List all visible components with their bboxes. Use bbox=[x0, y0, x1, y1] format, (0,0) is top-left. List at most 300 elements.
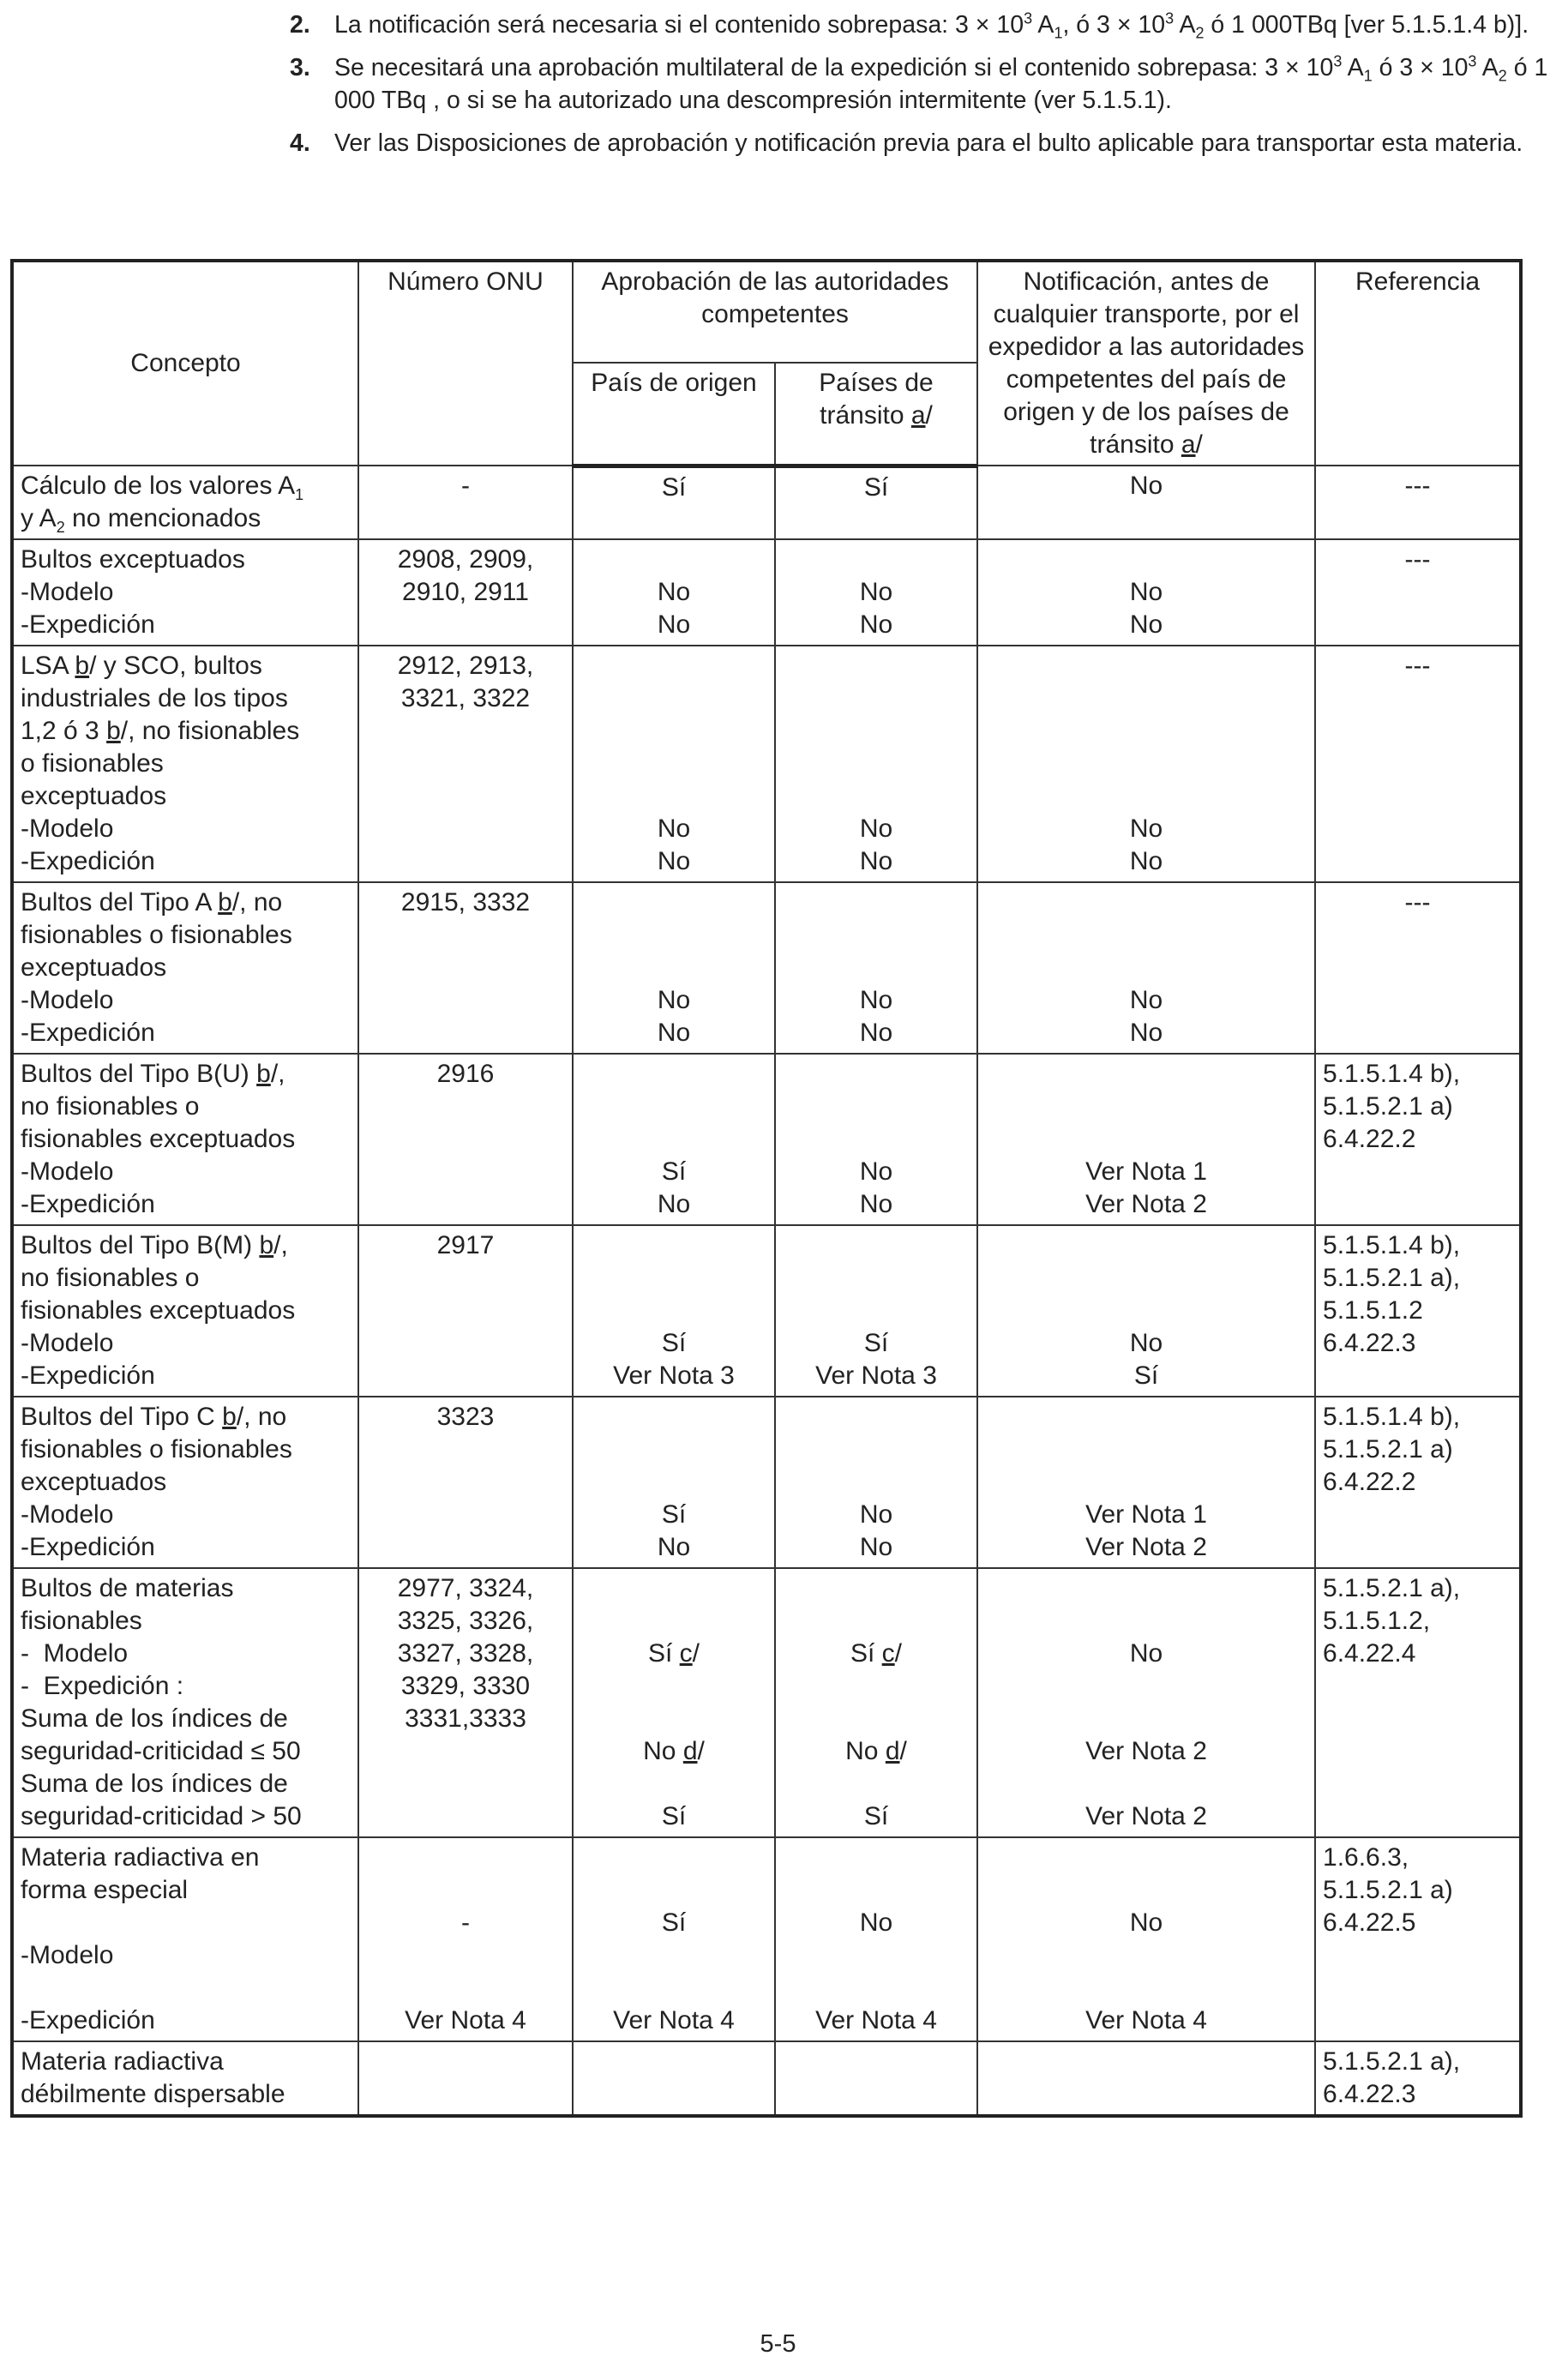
cell-paises-transito-line bbox=[783, 2046, 970, 2078]
cell-paises-transito-line bbox=[783, 1874, 970, 1907]
cell-paises-transito bbox=[775, 1568, 977, 1837]
cell-paises-transito-line bbox=[783, 1401, 970, 1433]
cell-notificacion-line bbox=[985, 1123, 1307, 1156]
cell-notificacion-line bbox=[985, 715, 1307, 748]
cell-numero-onu-line: 2908, 2909, bbox=[397, 545, 534, 574]
cell-notificacion bbox=[977, 646, 1315, 882]
cell-referencia-line: --- bbox=[1404, 545, 1431, 574]
cell-paises-transito-line bbox=[783, 1466, 970, 1499]
cell-concepto-line: -Expedición bbox=[21, 1190, 155, 1218]
cell-concepto bbox=[12, 1568, 358, 1837]
cell-paises-transito-line bbox=[783, 1842, 970, 1874]
cell-concepto-line: -Expedición bbox=[21, 610, 155, 639]
cell-notificacion-line: Ver Nota 2 bbox=[1085, 1737, 1207, 1765]
cell-concepto-line: LSA b/ y SCO, bultos bbox=[21, 652, 262, 680]
cell-notificacion bbox=[977, 882, 1315, 1054]
cell-concepto-line: fisionables o fisionables bbox=[21, 1435, 292, 1463]
cell-notificacion-line bbox=[985, 1874, 1307, 1907]
cell-pais-origen-line: No bbox=[657, 847, 691, 875]
cell-pais-origen-line: Sí bbox=[661, 472, 687, 502]
cell-referencia-line: 6.4.22.4 bbox=[1323, 1639, 1416, 1668]
cell-concepto-line: y $A_2$ no mencionados bbox=[21, 504, 261, 536]
cell-referencia-line: 5.1.5.2.1 a) bbox=[1323, 1435, 1453, 1463]
cell-notificacion-line bbox=[985, 1768, 1307, 1800]
cell-paises-transito-line bbox=[783, 1703, 970, 1735]
cell-concepto-line: -Modelo bbox=[21, 578, 114, 606]
cell-numero-onu bbox=[358, 1054, 573, 1225]
cell-numero-onu bbox=[358, 1225, 573, 1397]
cell-referencia-line: 1.6.6.3, bbox=[1323, 1843, 1409, 1872]
cell-numero-onu bbox=[358, 539, 573, 646]
cell-referencia bbox=[1315, 539, 1521, 646]
cell-notificacion-line: No bbox=[1129, 1639, 1163, 1668]
cell-notificacion-line bbox=[985, 544, 1307, 576]
cell-pais-origen-line: Ver Nota 4 bbox=[613, 2006, 735, 2034]
cell-numero-onu-line: 2916 bbox=[436, 1060, 495, 1088]
note-text: Ver las Disposiciones de aprobación y notificación previa para el bulto aplicable para transportar esta materia. bbox=[334, 129, 1523, 157]
cell-pais-origen-line: Sí bbox=[661, 1157, 687, 1186]
cell-notificacion-line bbox=[985, 919, 1307, 952]
cell-concepto-line: -Modelo bbox=[21, 1500, 114, 1529]
cell-notificacion-line: No bbox=[1129, 578, 1163, 606]
cell-notificacion-line bbox=[985, 1972, 1307, 2004]
cell-paises-transito-line: No bbox=[859, 1533, 893, 1561]
cell-pais-origen bbox=[573, 2041, 775, 2116]
cell-notificacion-line: Ver Nota 4 bbox=[1085, 2006, 1207, 2034]
cell-concepto-line: débilmente dispersable bbox=[21, 2080, 285, 2108]
cell-pais-origen-line bbox=[580, 544, 767, 576]
cell-pais-origen-line: No bbox=[657, 814, 691, 843]
cell-concepto-line: fisionables exceptuados bbox=[21, 1296, 296, 1325]
cell-notificacion bbox=[977, 466, 1315, 539]
cell-pais-origen-line bbox=[580, 1433, 767, 1466]
table-row bbox=[12, 646, 1521, 882]
cell-concepto-line: Bultos del Tipo A b/, no bbox=[21, 888, 283, 917]
cell-pais-origen-line bbox=[580, 780, 767, 813]
cell-referencia-line: 5.1.5.1.4 b), bbox=[1323, 1060, 1461, 1088]
cell-notificacion-line: Ver Nota 1 bbox=[1085, 1157, 1207, 1186]
cell-referencia-line: 5.1.5.2.1 a), bbox=[1323, 1264, 1461, 1292]
cell-pais-origen-line: Sí c/ bbox=[647, 1639, 700, 1668]
cell-pais-origen-line bbox=[580, 1058, 767, 1091]
cell-paises-transito-line bbox=[783, 952, 970, 984]
cell-concepto-line: seguridad-criticidad > 50 bbox=[21, 1802, 302, 1830]
cell-pais-origen-line bbox=[580, 1295, 767, 1327]
cell-notificacion-line bbox=[985, 1262, 1307, 1295]
cell-referencia-line: 5.1.5.2.1 a), bbox=[1323, 2047, 1461, 2076]
cell-referencia-line: 6.4.22.3 bbox=[1323, 1329, 1416, 1357]
cell-concepto-line: - Modelo bbox=[21, 1639, 129, 1668]
cell-referencia bbox=[1315, 882, 1521, 1054]
cell-pais-origen-line: No bbox=[657, 610, 691, 639]
note-number: 4. bbox=[290, 129, 310, 157]
cell-notificacion-line: No bbox=[1129, 610, 1163, 639]
cell-pais-origen-line bbox=[580, 919, 767, 952]
cell-referencia-line: 6.4.22.2 bbox=[1323, 1125, 1416, 1153]
table-row bbox=[12, 1054, 1521, 1225]
notes-section bbox=[290, 9, 1550, 170]
cell-paises-transito bbox=[775, 1054, 977, 1225]
cell-paises-transito-line bbox=[783, 682, 970, 715]
cell-notificacion-line bbox=[985, 2046, 1307, 2078]
cell-pais-origen-line bbox=[580, 1768, 767, 1800]
cell-pais-origen-line: Ver Nota 3 bbox=[613, 1361, 735, 1390]
cell-concepto-line: -Expedición bbox=[21, 1533, 155, 1561]
cell-concepto bbox=[12, 1054, 358, 1225]
cell-paises-transito-line bbox=[783, 748, 970, 780]
cell-notificacion-line bbox=[985, 1670, 1307, 1703]
cell-concepto-line: -Modelo bbox=[21, 1329, 114, 1357]
cell-referencia-line: 5.1.5.1.2, bbox=[1323, 1607, 1431, 1635]
note-item bbox=[290, 9, 1550, 41]
cell-numero-onu-line: - bbox=[461, 1908, 470, 1937]
cell-numero-onu-line bbox=[366, 2046, 565, 2078]
cell-notificacion bbox=[977, 1837, 1315, 2041]
cell-concepto-line: 1,2 ó 3 b/, no fisionables bbox=[21, 717, 300, 745]
cell-pais-origen-line bbox=[580, 1703, 767, 1735]
note-item bbox=[290, 127, 1550, 159]
cell-notificacion-line bbox=[985, 1433, 1307, 1466]
cell-pais-origen bbox=[573, 882, 775, 1054]
cell-pais-origen-line bbox=[580, 1262, 767, 1295]
cell-paises-transito-line bbox=[783, 544, 970, 576]
cell-paises-transito-line bbox=[783, 1572, 970, 1605]
cell-concepto bbox=[12, 1837, 358, 2041]
cell-paises-transito-line: No d/ bbox=[845, 1737, 907, 1765]
cell-notificacion-line: Sí bbox=[1133, 1361, 1159, 1390]
cell-notificacion-line bbox=[985, 886, 1307, 919]
cell-numero-onu-line: 2915, 3332 bbox=[400, 888, 531, 917]
cell-paises-transito-line bbox=[783, 1605, 970, 1638]
cell-notificacion-line: No bbox=[1129, 847, 1163, 875]
cell-numero-onu bbox=[358, 646, 573, 882]
cell-notificacion-line: No bbox=[1129, 986, 1163, 1014]
cell-referencia bbox=[1315, 1054, 1521, 1225]
cell-referencia-line: 5.1.5.2.1 a) bbox=[1323, 1876, 1453, 1904]
cell-referencia bbox=[1315, 1568, 1521, 1837]
cell-paises-transito-line bbox=[783, 715, 970, 748]
cell-numero-onu-line: 2910, 2911 bbox=[402, 578, 529, 606]
cell-pais-origen bbox=[573, 1568, 775, 1837]
cell-notificacion-line: Ver Nota 2 bbox=[1085, 1190, 1207, 1218]
cell-paises-transito bbox=[775, 466, 977, 539]
cell-numero-onu-line: 3321, 3322 bbox=[400, 684, 531, 712]
cell-concepto bbox=[12, 539, 358, 646]
cell-paises-transito-line bbox=[783, 650, 970, 682]
cell-paises-transito-line: No bbox=[859, 847, 893, 875]
cell-concepto-line: - Expedición : bbox=[21, 1672, 184, 1700]
cell-paises-transito-line bbox=[783, 780, 970, 813]
cell-concepto-line bbox=[21, 1972, 351, 2004]
cell-numero-onu-line: 3331,3333 bbox=[405, 1704, 526, 1733]
cell-paises-transito-line: No bbox=[859, 578, 893, 606]
cell-pais-origen-line bbox=[580, 952, 767, 984]
cell-concepto-line: Bultos del Tipo B(M) b/, bbox=[21, 1231, 288, 1259]
cell-concepto-line: -Modelo bbox=[21, 1941, 114, 1969]
cell-pais-origen-line: No bbox=[657, 986, 691, 1014]
cell-paises-transito bbox=[775, 1837, 977, 2041]
cell-pais-origen-line bbox=[580, 1939, 767, 1972]
cell-notificacion-line: No bbox=[1129, 814, 1163, 843]
cell-pais-origen-line bbox=[580, 715, 767, 748]
cell-notificacion-line bbox=[985, 1466, 1307, 1499]
cell-numero-onu-line: 2912, 2913, bbox=[397, 652, 534, 680]
cell-pais-origen-line bbox=[580, 1670, 767, 1703]
cell-concepto-line: -Expedición bbox=[21, 1019, 155, 1047]
cell-concepto bbox=[12, 2041, 358, 2116]
cell-concepto-line: no fisionables o bbox=[21, 1264, 200, 1292]
cell-pais-origen bbox=[573, 1837, 775, 2041]
cell-paises-transito-line: No bbox=[859, 1019, 893, 1047]
cell-numero-onu-line: - bbox=[461, 472, 470, 500]
cell-concepto-line: Bultos del Tipo B(U) b/, bbox=[21, 1060, 285, 1088]
cell-pais-origen-line: Sí bbox=[661, 1802, 687, 1830]
cell-notificacion-line bbox=[985, 780, 1307, 813]
cell-paises-transito bbox=[775, 539, 977, 646]
cell-pais-origen-line bbox=[580, 682, 767, 715]
table-row bbox=[12, 1568, 1521, 1837]
cell-numero-onu-line: 2917 bbox=[436, 1231, 495, 1259]
cell-referencia bbox=[1315, 1837, 1521, 2041]
cell-pais-origen bbox=[573, 646, 775, 882]
cell-paises-transito-line bbox=[783, 1091, 970, 1123]
cell-referencia-line: 5.1.5.1.4 b), bbox=[1323, 1231, 1461, 1259]
table-row bbox=[12, 539, 1521, 646]
cell-notificacion-line bbox=[985, 1939, 1307, 1972]
cell-pais-origen-line bbox=[580, 1972, 767, 2004]
cell-notificacion-line: No bbox=[1129, 1019, 1163, 1047]
cell-notificacion-line bbox=[985, 952, 1307, 984]
cell-pais-origen-line bbox=[580, 1842, 767, 1874]
cell-pais-origen-line bbox=[580, 1401, 767, 1433]
cell-concepto-line: no fisionables o bbox=[21, 1092, 200, 1121]
cell-concepto-line: exceptuados bbox=[21, 1468, 167, 1496]
cell-paises-transito-line bbox=[783, 1939, 970, 1972]
page-number: 5-5 bbox=[760, 2330, 796, 2358]
table-row bbox=[12, 1837, 1521, 2041]
header-concepto: Concepto bbox=[12, 261, 358, 466]
header-numero-onu: Número ONU bbox=[358, 261, 573, 466]
cell-paises-transito-line bbox=[783, 1972, 970, 2004]
cell-concepto bbox=[12, 1225, 358, 1397]
cell-concepto-line: Materia radiactiva en bbox=[21, 1843, 260, 1872]
cell-notificacion bbox=[977, 1568, 1315, 1837]
cell-pais-origen bbox=[573, 466, 775, 539]
cell-concepto-line: Bultos exceptuados bbox=[21, 545, 245, 574]
cell-concepto-line: Cálculo de los valores $A_1$ bbox=[21, 472, 304, 503]
cell-referencia-line: --- bbox=[1404, 472, 1431, 500]
cell-concepto-line: -Modelo bbox=[21, 986, 114, 1014]
cell-numero-onu bbox=[358, 882, 573, 1054]
cell-paises-transito bbox=[775, 2041, 977, 2116]
cell-concepto bbox=[12, 1397, 358, 1568]
cell-pais-origen bbox=[573, 1225, 775, 1397]
cell-concepto-line: seguridad-criticidad ≤ 50 bbox=[21, 1737, 301, 1765]
note-text: Se necesitará una aprobación multilateral de la expedición si el contenido sobrepasa: $3 \times 10^3$ $A_1$ ó $3 \times 10^3$ $A_2$ ó 1 000 TBq , o si se ha autorizado una descompresión intermitente (ver 5.1.5.1). bbox=[334, 52, 1548, 114]
cell-paises-transito-line bbox=[783, 886, 970, 919]
cell-concepto-line: Bultos de materias bbox=[21, 1574, 234, 1602]
cell-notificacion-line bbox=[985, 1605, 1307, 1638]
cell-numero-onu-line: 3323 bbox=[436, 1403, 495, 1431]
cell-paises-transito-line: Sí c/ bbox=[850, 1639, 903, 1668]
note-text: La notificación será necesaria si el contenido sobrepasa: $3 \times 10^3$ $A_1$, ó $3 \times 10^3$ $A_2$ ó 1 000TBq [ver 5.1.5.1.4 b)]. bbox=[334, 9, 1529, 42]
table-row bbox=[12, 2041, 1521, 2116]
cell-pais-origen-line bbox=[580, 650, 767, 682]
cell-pais-origen-line: No bbox=[657, 1019, 691, 1047]
table-row bbox=[12, 466, 1521, 539]
cell-pais-origen-line bbox=[580, 748, 767, 780]
cell-concepto-line: -Expedición bbox=[21, 847, 155, 875]
cell-pais-origen-line: Sí bbox=[661, 1329, 687, 1357]
cell-referencia-line: --- bbox=[1404, 652, 1431, 680]
cell-referencia-line: 6.4.22.3 bbox=[1323, 2080, 1416, 2108]
cell-pais-origen-line: No bbox=[657, 1190, 691, 1218]
cell-notificacion bbox=[977, 2041, 1315, 2116]
cell-numero-onu bbox=[358, 1397, 573, 1568]
cell-concepto-line: Materia radiactiva bbox=[21, 2047, 224, 2076]
cell-paises-transito bbox=[775, 882, 977, 1054]
cell-concepto-line: industriales de los tipos bbox=[21, 684, 288, 712]
cell-referencia-line: 5.1.5.2.1 a) bbox=[1323, 1092, 1453, 1121]
note-number: 2. bbox=[290, 11, 310, 39]
header-notificacion: Notificación, antes de cualquier transporte, por el expedidor a las autoridades competentes del país de origen y de los países de tránsito a/ bbox=[977, 261, 1315, 466]
cell-numero-onu bbox=[358, 466, 573, 539]
table-row bbox=[12, 1225, 1521, 1397]
cell-concepto-line: -Modelo bbox=[21, 814, 114, 843]
cell-numero-onu bbox=[358, 2041, 573, 2116]
cell-referencia-line: 6.4.22.2 bbox=[1323, 1468, 1416, 1496]
cell-concepto-line: fisionables o fisionables bbox=[21, 921, 292, 949]
cell-notificacion-line bbox=[985, 1229, 1307, 1262]
cell-pais-origen-line bbox=[580, 1091, 767, 1123]
approval-table bbox=[10, 259, 1523, 2118]
note-item bbox=[290, 51, 1550, 117]
cell-notificacion-line bbox=[985, 1572, 1307, 1605]
cell-pais-origen-line: No bbox=[657, 1533, 691, 1561]
cell-pais-origen-line bbox=[580, 1466, 767, 1499]
cell-numero-onu-line: 2977, 3324, bbox=[397, 1574, 534, 1602]
cell-notificacion-line bbox=[985, 1842, 1307, 1874]
cell-notificacion-line: No bbox=[1129, 1908, 1163, 1937]
cell-concepto-line: -Modelo bbox=[21, 1157, 114, 1186]
cell-referencia bbox=[1315, 2041, 1521, 2116]
cell-notificacion-line: Ver Nota 2 bbox=[1085, 1802, 1207, 1830]
cell-pais-origen bbox=[573, 1054, 775, 1225]
cell-concepto bbox=[12, 646, 358, 882]
cell-paises-transito-line bbox=[783, 1768, 970, 1800]
cell-paises-transito-line: No bbox=[859, 1500, 893, 1529]
cell-referencia bbox=[1315, 646, 1521, 882]
cell-concepto bbox=[12, 882, 358, 1054]
cell-numero-onu-line bbox=[366, 1842, 565, 1874]
cell-notificacion-line bbox=[985, 1295, 1307, 1327]
cell-pais-origen-line bbox=[580, 1572, 767, 1605]
cell-notificacion-line: Ver Nota 1 bbox=[1085, 1500, 1207, 1529]
cell-pais-origen-line bbox=[580, 2046, 767, 2078]
cell-paises-transito-line: No bbox=[859, 986, 893, 1014]
cell-paises-transito bbox=[775, 1225, 977, 1397]
table-row bbox=[12, 882, 1521, 1054]
cell-paises-transito bbox=[775, 1397, 977, 1568]
cell-pais-origen bbox=[573, 539, 775, 646]
cell-paises-transito bbox=[775, 646, 977, 882]
cell-notificacion-line: No bbox=[1129, 472, 1163, 500]
cell-notificacion-line bbox=[985, 1091, 1307, 1123]
header-referencia: Referencia bbox=[1315, 261, 1521, 466]
cell-pais-origen-line: Sí bbox=[661, 1500, 687, 1529]
cell-numero-onu bbox=[358, 1568, 573, 1837]
cell-numero-onu-line: 3327, 3328, bbox=[397, 1639, 534, 1668]
cell-notificacion bbox=[977, 539, 1315, 646]
cell-concepto-line: Bultos del Tipo C b/, no bbox=[21, 1403, 287, 1431]
cell-notificacion-line: Ver Nota 2 bbox=[1085, 1533, 1207, 1561]
cell-notificacion bbox=[977, 1225, 1315, 1397]
cell-numero-onu-line bbox=[366, 1874, 565, 1907]
cell-paises-transito-line bbox=[783, 1295, 970, 1327]
cell-paises-transito-line bbox=[783, 1123, 970, 1156]
cell-pais-origen-line bbox=[580, 1874, 767, 1907]
cell-pais-origen-line bbox=[580, 1605, 767, 1638]
cell-paises-transito-line bbox=[783, 919, 970, 952]
cell-notificacion-line bbox=[985, 650, 1307, 682]
cell-paises-transito-line: Sí bbox=[863, 472, 889, 502]
cell-notificacion bbox=[977, 1397, 1315, 1568]
cell-concepto-line: Suma de los índices de bbox=[21, 1770, 288, 1798]
cell-paises-transito-line: Ver Nota 3 bbox=[815, 1361, 937, 1390]
cell-pais-origen-line: Sí bbox=[661, 1908, 687, 1937]
cell-paises-transito-line: Sí bbox=[863, 1802, 889, 1830]
cell-referencia-line: 6.4.22.5 bbox=[1323, 1908, 1416, 1937]
cell-paises-transito-line: No bbox=[859, 1157, 893, 1186]
cell-notificacion-line: No bbox=[1129, 1329, 1163, 1357]
cell-paises-transito-line: Ver Nota 4 bbox=[815, 2006, 937, 2034]
cell-pais-origen-line: No d/ bbox=[643, 1737, 705, 1765]
cell-notificacion-line bbox=[985, 682, 1307, 715]
cell-referencia-line: 5.1.5.1.2 bbox=[1323, 1296, 1423, 1325]
cell-concepto-line: Suma de los índices de bbox=[21, 1704, 288, 1733]
cell-concepto-line: forma especial bbox=[21, 1876, 189, 1904]
cell-concepto-line: exceptuados bbox=[21, 953, 167, 982]
cell-referencia-line: 5.1.5.2.1 a), bbox=[1323, 1574, 1461, 1602]
cell-paises-transito-line: No bbox=[859, 814, 893, 843]
cell-paises-transito-line bbox=[783, 1670, 970, 1703]
cell-pais-origen-line: No bbox=[657, 578, 691, 606]
cell-concepto-line: fisionables exceptuados bbox=[21, 1125, 296, 1153]
cell-numero-onu bbox=[358, 1837, 573, 2041]
note-number: 3. bbox=[290, 54, 310, 81]
cell-concepto-line: fisionables bbox=[21, 1607, 142, 1635]
table-header bbox=[12, 261, 1521, 466]
cell-concepto-line: exceptuados bbox=[21, 782, 167, 810]
header-paises-transito: Países de tránsito a/ bbox=[775, 363, 977, 466]
header-aprobacion: Aprobación de las autoridades competentes bbox=[573, 261, 977, 363]
cell-notificacion-line bbox=[985, 1703, 1307, 1735]
cell-paises-transito-line bbox=[783, 1229, 970, 1262]
cell-pais-origen-line bbox=[580, 1123, 767, 1156]
cell-concepto-line: -Expedición bbox=[21, 1361, 155, 1390]
cell-numero-onu-line: Ver Nota 4 bbox=[405, 2006, 526, 2034]
cell-paises-transito-line bbox=[783, 1058, 970, 1091]
cell-concepto bbox=[12, 466, 358, 539]
cell-notificacion-line bbox=[985, 1401, 1307, 1433]
cell-notificacion-line bbox=[985, 748, 1307, 780]
cell-concepto-line: o fisionables bbox=[21, 749, 164, 778]
cell-referencia bbox=[1315, 1225, 1521, 1397]
cell-paises-transito-line: No bbox=[859, 1908, 893, 1937]
cell-paises-transito-line: No bbox=[859, 610, 893, 639]
cell-notificacion-line bbox=[985, 1058, 1307, 1091]
header-pais-origen: País de origen bbox=[573, 363, 775, 466]
